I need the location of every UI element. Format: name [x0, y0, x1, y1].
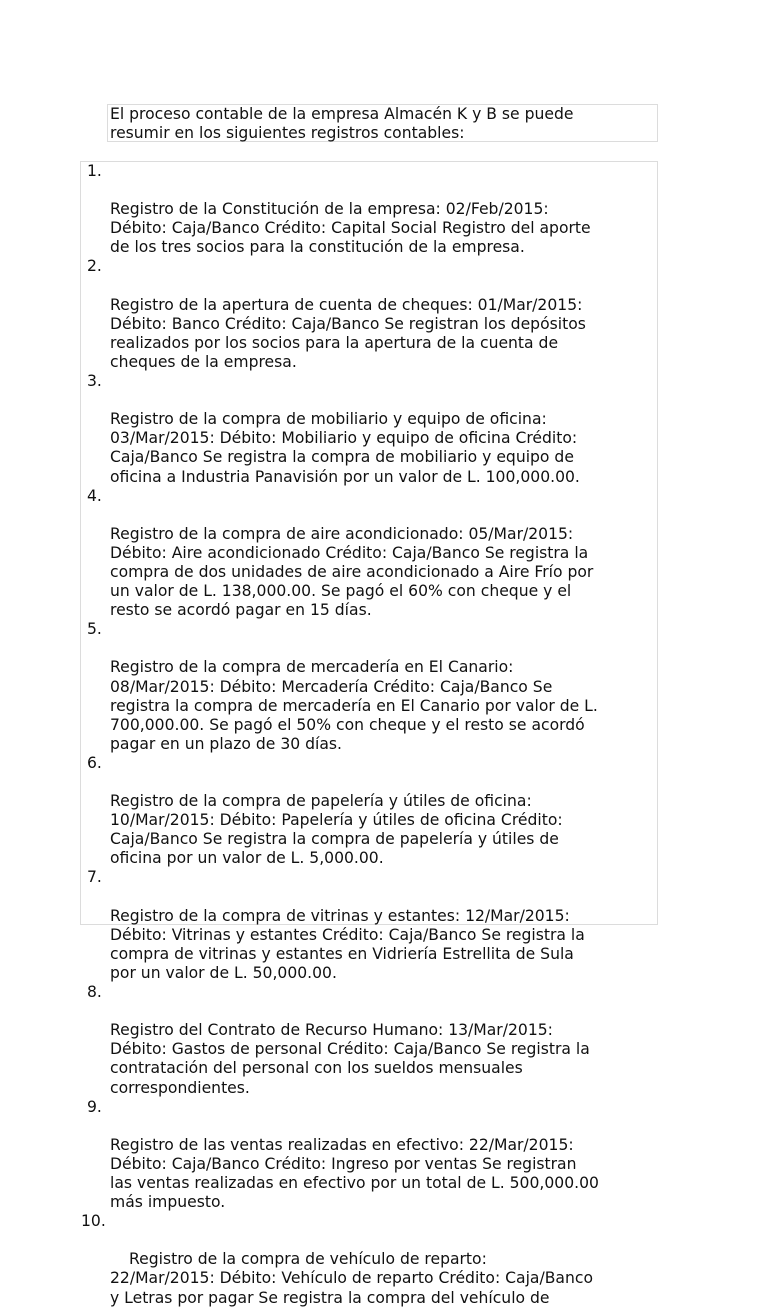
list-item [81, 1098, 657, 1213]
list-item-number: 8. [87, 983, 102, 1002]
list-item [81, 868, 657, 983]
list-item-text: Registro de la compra de papelería y útiles de oficina: 10/Mar/2015: Débito: Papelería y útiles de oficina Crédito: Caja/Banco Se registra la compra de papelería y útiles de oficina por un valor de L. 5,000.00. [110, 792, 563, 868]
list-item-number: 6. [87, 753, 102, 772]
accounting-entries-list [80, 161, 658, 1307]
list-item-number: 4. [87, 486, 102, 505]
intro-text: El proceso contable de la empresa Almacén K y B se puede resumir en los siguientes registros contables: [110, 105, 574, 142]
list-item [81, 372, 657, 487]
list-item-text: Registro de la compra de mercadería en El Canario: 08/Mar/2015: Débito: Mercadería Crédito: Caja/Banco Se registra la compra de mercadería en El Canario por valor de L. 700,000.00. Se pagó el 50% con cheque y el resto se acordó pagar en un plazo de 30 días. [110, 658, 598, 753]
list-item-number: 1. [87, 162, 102, 180]
list-item-text: Registro del Contrato de Recurso Humano: 13/Mar/2015: Débito: Gastos de personal Crédito: Caja/Banco Se registra la contratación del personal con los sueldos mensuales correspondientes. [110, 1021, 590, 1097]
list-item-text: Registro de la compra de vehículo de reparto: 22/Mar/2015: Débito: Vehículo de reparto Crédito: Caja/Banco y Letras por pagar Se registra la compra del vehículo de [110, 1250, 593, 1307]
list-item [81, 162, 657, 257]
list-item [81, 620, 657, 754]
list-item-number: 3. [87, 372, 102, 391]
list-item-text: Registro de las ventas realizadas en efectivo: 22/Mar/2015: Débito: Caja/Banco Crédito: Ingreso por ventas Se registran las ventas realizadas en efectivo por un total de L. 500,000.00 más impuesto. [110, 1135, 599, 1212]
list-item-number: 9. [87, 1097, 102, 1116]
list-item-text: Registro de la apertura de cuenta de cheques: 01/Mar/2015: Débito: Banco Crédito: Caja/Banco Se registran los depósitos realizados por los socios para la apertura de la cuenta de cheques de la empresa. [110, 295, 586, 371]
intro-paragraph [107, 104, 658, 142]
list-item-text: Registro de la compra de vitrinas y estantes: 12/Mar/2015: Débito: Vitrinas y estantes Crédito: Caja/Banco Se registra la compra de vitrinas y estantes en Vidriería Estrellita de Sula por un valor de L. 50,000.00. [110, 906, 585, 982]
list-item [81, 1212, 657, 1307]
list-item-text: Registro de la Constitución de la empresa: 02/Feb/2015: Débito: Caja/Banco Crédito: Capital Social Registro del aporte de los tres socios para la constitución de la empresa. [110, 200, 591, 257]
list-item-number: 10. [81, 1212, 106, 1231]
list-item [81, 487, 657, 621]
list-item-number: 7. [87, 868, 102, 887]
list-item-text: Registro de la compra de mobiliario y equipo de oficina: 03/Mar/2015: Débito: Mobiliario y equipo de oficina Crédito: Caja/Banco Se registra la compra de mobiliario y equipo de oficina a Industria Panavisión por un valor de L. 100,000.00. [110, 410, 580, 486]
list-item-number: 5. [87, 620, 102, 639]
list-item [81, 257, 657, 372]
list-item-number: 2. [87, 257, 102, 276]
list-item [81, 754, 657, 869]
list-item-text: Registro de la compra de aire acondicionado: 05/Mar/2015: Débito: Aire acondicionado Crédito: Caja/Banco Se registra la compra de dos unidades de aire acondicionado a Aire Frío por un valor de L. 138,000.00. Se pagó el 60% con cheque y el resto se acordó pagar en 15 días. [110, 524, 594, 620]
list-item [81, 983, 657, 1098]
